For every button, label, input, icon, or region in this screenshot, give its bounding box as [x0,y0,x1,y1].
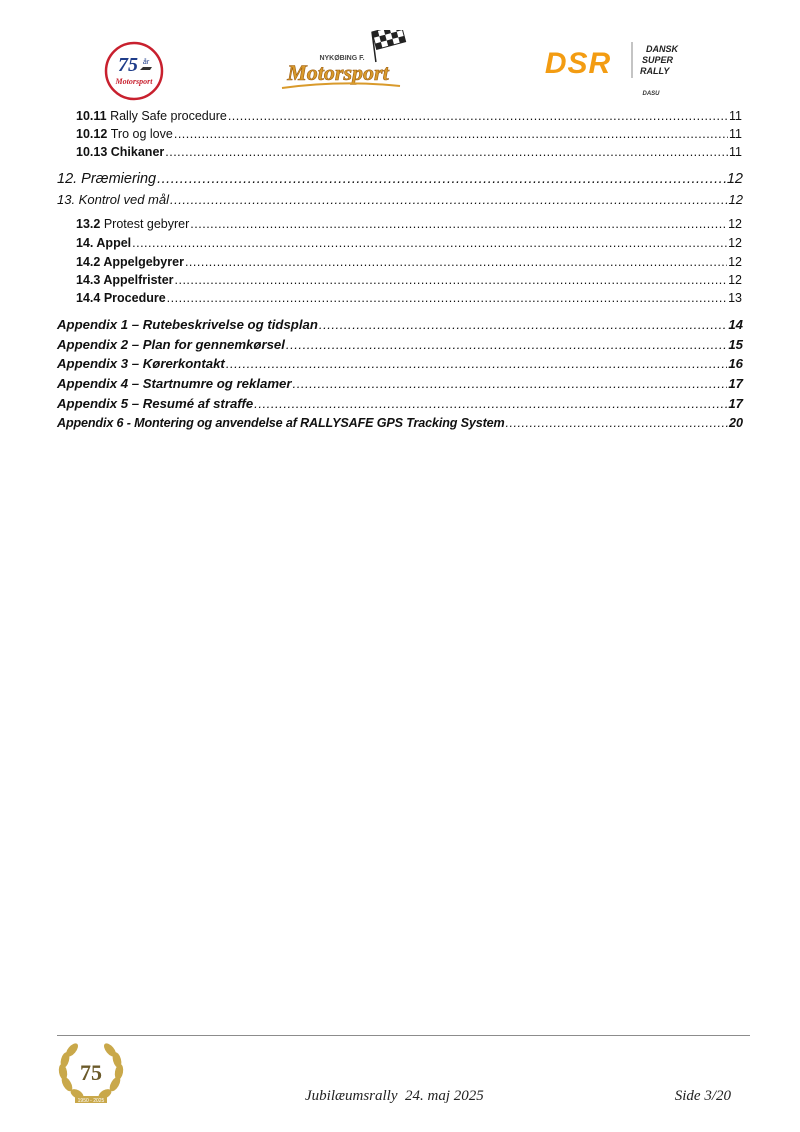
toc-leader-dots [254,396,727,411]
toc-entry-10-12[interactable]: 10.12 Tro og love ..... 11 [76,127,742,141]
toc-entry-appendix-1[interactable]: Appendix 1 – Rutebeskrivelse og tidsplan ..... 14 [57,317,743,332]
toc-leader-dots [319,317,727,332]
footer-divider [57,1035,750,1036]
svg-text:SUPER: SUPER [642,55,674,65]
toc-entry-13-2[interactable]: 13.2 Protest gebyrer ..... 12 [76,217,742,231]
toc-page-number: 20 [728,416,743,430]
toc-page-number: 12 [728,255,742,269]
svg-text:DSR: DSR [544,47,612,80]
toc-leader-dots [167,291,727,305]
svg-text:75: 75 [118,54,138,76]
dansk-super-rally-logo [530,38,700,100]
svg-text:Motorsport: Motorsport [115,77,153,86]
toc-page-number: 14 [728,317,743,332]
toc-leader-dots [165,145,728,159]
toc-page-number: 11 [729,109,742,123]
svg-text:RALLY: RALLY [640,66,670,76]
toc-leader-dots [170,192,728,207]
toc-entry-14-4[interactable]: 14.4 Procedure ..... 13 [76,291,742,305]
toc-leader-dots [132,236,727,250]
toc-entry-appendix-5[interactable]: Appendix 5 – Resumé af straffe ..... 17 [57,396,743,411]
toc-leader-dots [226,356,728,371]
toc-page-number: 12 [728,236,742,250]
anniversary-laurel-badge [55,1036,127,1108]
toc-entry-14[interactable]: 14. Appel ..... 12 [76,236,742,250]
toc-page-number: 12 [728,192,743,207]
svg-text:NYKØBING F.: NYKØBING F. [319,55,365,62]
toc-entry-appendix-2[interactable]: Appendix 2 – Plan for gennemkørsel ..... 15 [57,337,743,352]
toc-entry-10-11[interactable]: 10.11 Rally Safe procedure ..... 11 [76,109,742,123]
svg-text:DASU: DASU [642,91,660,97]
toc-leader-dots [185,255,727,269]
footer-document-title: Jubilæumsrally 24. maj 2025 [305,1088,484,1104]
toc-page-number: 17 [728,396,743,411]
toc-entry-10-13[interactable]: 10.13 Chikaner ..... 11 [76,145,742,159]
svg-text:1950 - 2025: 1950 - 2025 [77,1098,105,1104]
svg-text:Motorsport: Motorsport [287,60,389,85]
motorsport-club-logo [272,30,414,100]
toc-leader-dots [174,127,728,141]
toc-leader-dots [175,273,728,287]
toc-page-number: 16 [728,356,743,371]
toc-leader-dots [506,416,728,430]
toc-entry-appendix-4[interactable]: Appendix 4 – Startnumre og reklamer ..... 17 [57,376,743,391]
toc-entry-14-2[interactable]: 14.2 Appelgebyrer ..... 12 [76,255,742,269]
toc-leader-dots [157,171,726,187]
toc-leader-dots [286,337,727,352]
toc-entry-appendix-6[interactable]: Appendix 6 - Montering og anvendelse af RALLYSAFE GPS Tracking System ..... 20 [57,416,743,430]
toc-leader-dots [228,109,728,123]
toc-leader-dots [190,217,727,231]
footer-page-number: Side 3/20 [674,1088,731,1104]
svg-text:75: 75 [80,1060,102,1085]
club-75-year-logo [103,40,165,102]
svg-text:DANSK: DANSK [646,44,679,54]
toc-page-number: 12 [728,273,742,287]
toc-page-number: 12 [726,171,743,187]
toc-page-number: 17 [728,376,743,391]
toc-page-number: 11 [729,145,742,159]
toc-page-number: 15 [728,337,743,352]
toc-page-number: 11 [729,127,742,141]
toc-entry-appendix-3[interactable]: Appendix 3 – Kørerkontakt ..... 16 [57,356,743,371]
toc-entry-13[interactable]: 13. Kontrol ved mål ..... 12 [57,192,743,207]
toc-page-number: 12 [728,217,742,231]
toc-leader-dots [293,376,728,391]
toc-entry-12[interactable]: 12. Præmiering ..... 12 [57,171,743,187]
toc-page-number: 13 [728,291,742,305]
toc-entry-14-3[interactable]: 14.3 Appelfrister ..... 12 [76,273,742,287]
svg-text:år: år [142,59,150,66]
